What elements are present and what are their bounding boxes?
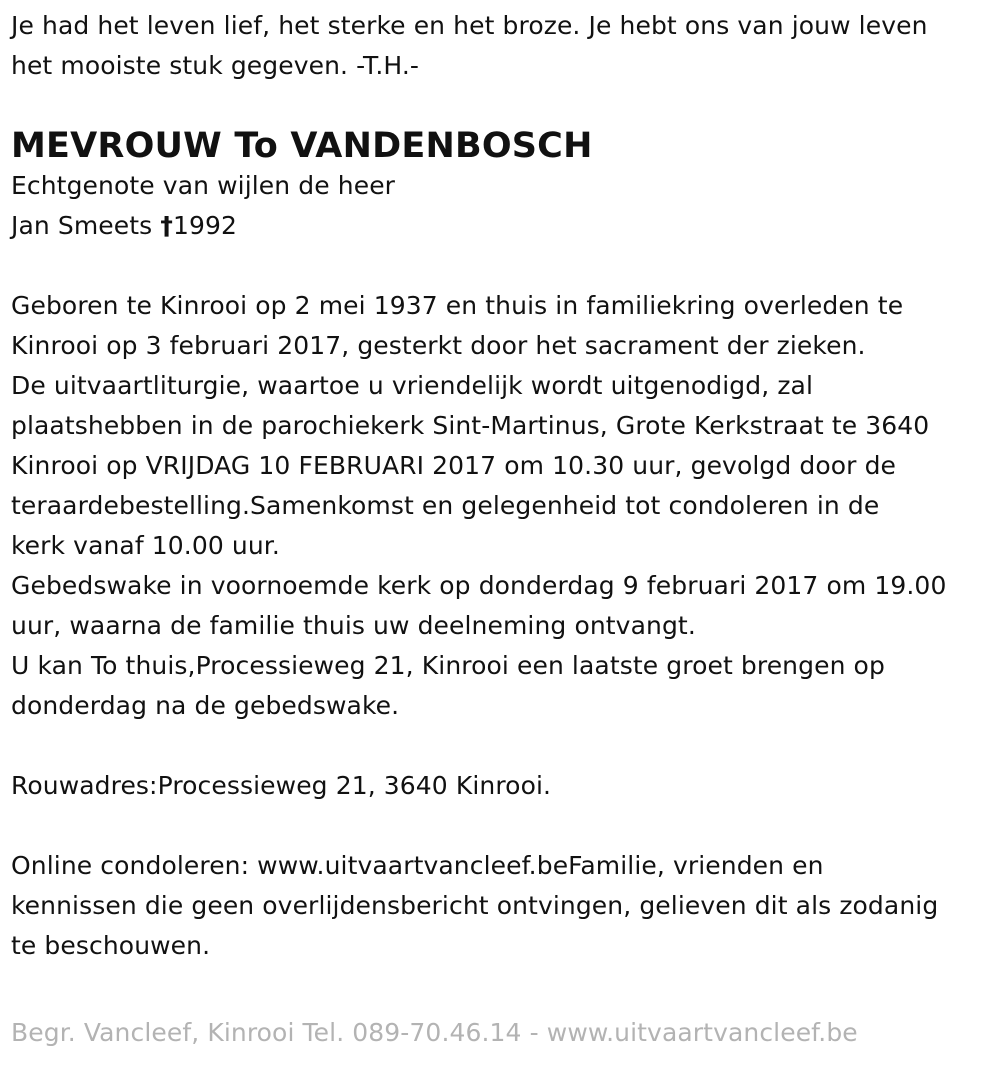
online-line: kennissen die geen overlijdensbericht ontvingen, gelieven dit als zodanig [11,891,939,920]
funeral-home-footer: Begr. Vancleef, Kinrooi Tel. 089-70.46.14 - www.uitvaartvancleef.be [11,1018,858,1047]
body-line: Kinrooi op 3 februari 2017, gesterkt door het sacrament der zieken. [11,331,866,360]
spacer [11,806,993,846]
body-line: Geboren te Kinrooi op 2 mei 1937 en thuis in familiekring overleden te [11,291,904,320]
body-line: Kinrooi op VRIJDAG 10 FEBRUARI 2017 om 10.30 uur, gevolgd door de [11,451,897,480]
spouse-line-2 [11,206,993,246]
spouse-death-year: 1992 [172,211,237,240]
obituary-notice [11,6,993,966]
spouse-name: Jan Smeets [11,211,161,240]
body-line: kerk vanaf 10.00 uur. [11,531,280,560]
spacer [11,246,993,286]
quote-line-1: Je had het leven lief, het sterke en het broze. Je hebt ons van jouw leven [11,11,928,40]
body-line: donderdag na de gebedswake. [11,691,400,720]
body-line: plaatshebben in de parochiekerk Sint-Martinus, Grote Kerkstraat te 3640 [11,411,930,440]
body-line: De uitvaartliturgie, waartoe u vriendelijk wordt uitgenodigd, zal [11,371,814,400]
deceased-name: MEVROUW To VANDENBOSCH [11,126,593,166]
spacer [11,726,993,766]
body-line: uur, waarna de familie thuis uw deelneming ontvangt. [11,611,696,640]
spouse-line-1: Echtgenote van wijlen de heer [11,171,396,200]
body-line: teraardebestelling.Samenkomst en gelegenheid tot condoleren in de [11,491,880,520]
body-line: U kan To thuis,Processieweg 21, Kinrooi een laatste groet brengen op [11,651,885,680]
quote-line-2: het mooiste stuk gegeven. -T.H.- [11,51,420,80]
online-line: Online condoleren: www.uitvaartvancleef.beFamilie, vrienden en [11,851,824,880]
body-line: Gebedswake in voornoemde kerk op donderdag 9 februari 2017 om 19.00 [11,571,947,600]
cross-icon: † [160,211,173,240]
mourning-address: Rouwadres:Processieweg 21, 3640 Kinrooi. [11,771,552,800]
online-line: te beschouwen. [11,931,211,960]
